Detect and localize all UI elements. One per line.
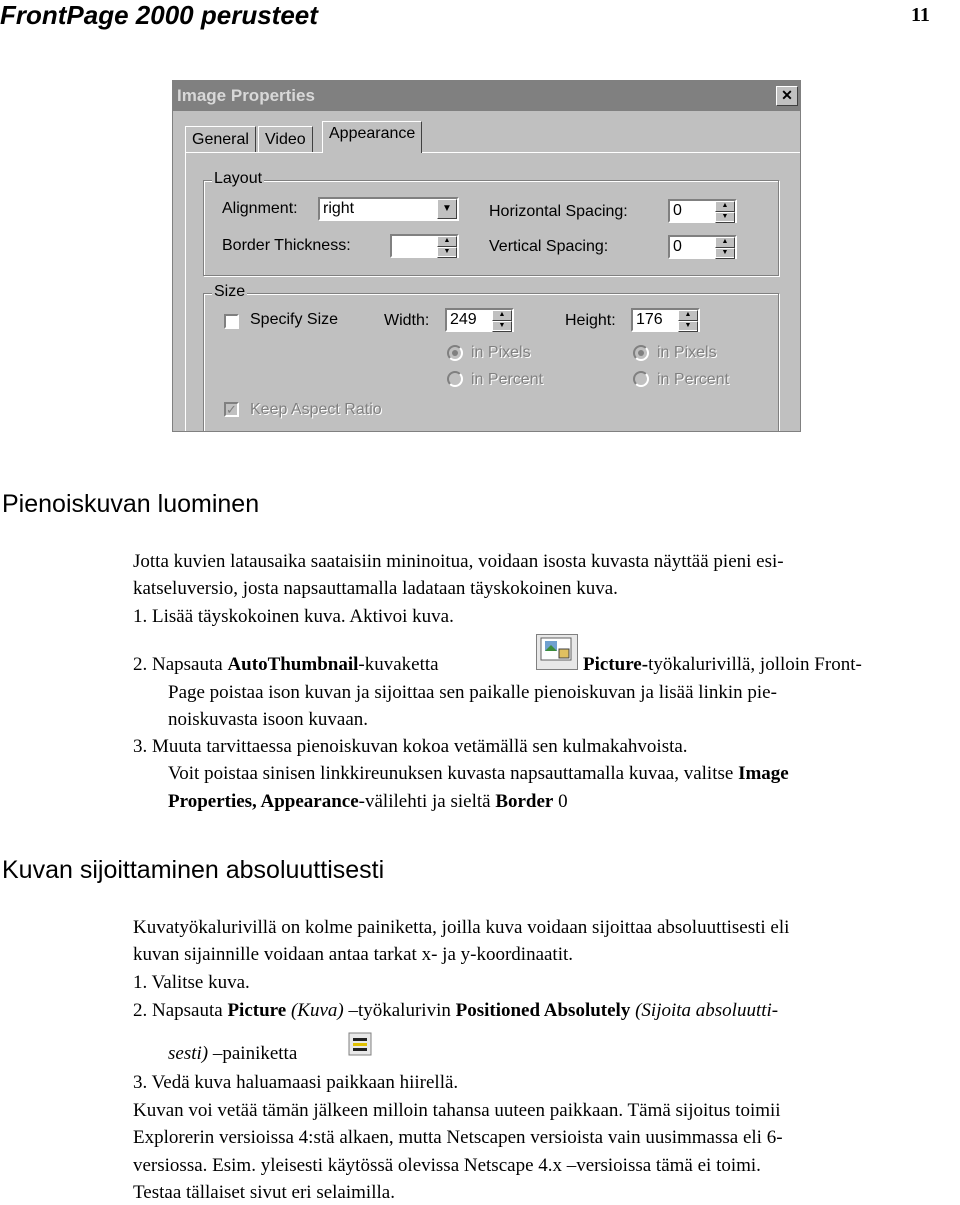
alignment-value: right (323, 200, 355, 217)
chevron-down-icon[interactable]: ▼ (437, 199, 457, 219)
height-pixels-label: in Pixels (657, 344, 717, 361)
specify-size-label: Specify Size (250, 311, 339, 328)
step-text: työkalurivillä, jolloin Front- (648, 654, 862, 675)
spinner-icon[interactable]: ▲ ▼ (715, 201, 735, 221)
autothumbnail-icon (536, 634, 578, 670)
border-thickness-input[interactable] (390, 234, 459, 258)
term-autothumbnail: AutoThumbnail (227, 654, 359, 675)
paragraph-line: versiossa. Esim. yleisesti käytössä olevissa Netscape 4.x –versioissa tämä ei toimi. (133, 1155, 761, 1176)
tab-appearance[interactable]: Appearance (322, 121, 422, 153)
width-input[interactable] (445, 308, 514, 332)
tab-general[interactable]: General (185, 126, 256, 153)
paragraph-line: kuvan sijainnille voidaan antaa tarkat x- ja y-koordinaatit. (133, 944, 574, 965)
layout-group (203, 170, 779, 276)
width-label: Width: (384, 312, 430, 329)
paragraph-line: Page poistaa ison kuvan ja sijoittaa sen paikalle pienoiskuvan ja lisää linkin pie- (168, 682, 777, 703)
term-positioned-absolutely: Positioned Absolutely (455, 1000, 631, 1021)
list-item: 3. Muuta tarvittaessa pienoiskuvan kokoa vetämällä sen kulmakahvoista. (133, 736, 688, 757)
vertical-spacing-value: 0 (673, 238, 682, 255)
term-appearance: Appearance (256, 791, 359, 812)
dialog-title: Image Properties (177, 86, 315, 105)
width-pixels-radio[interactable] (447, 345, 463, 361)
spinner-icon[interactable]: ▲ ▼ (715, 237, 735, 257)
spinner-icon[interactable]: ▲ ▼ (437, 236, 457, 256)
keep-aspect-label: Keep Aspect Ratio (250, 401, 382, 418)
term-picture: Picture- (583, 654, 649, 675)
paragraph-line (583, 653, 862, 677)
width-pixels-label: in Pixels (471, 344, 531, 361)
width-value: 249 (450, 311, 477, 328)
specify-size-checkbox[interactable] (224, 314, 239, 329)
page-number: 11 (911, 4, 930, 26)
image-properties-dialog (172, 80, 801, 432)
section-heading-absolute: Kuvan sijoittaminen absoluuttisesti (2, 856, 385, 884)
vertical-spacing-label: Vertical Spacing: (489, 238, 609, 255)
paragraph-line (168, 790, 568, 814)
step-prefix: 2. Napsauta (133, 1000, 228, 1021)
layout-legend: Layout (214, 170, 263, 187)
document-header: FrontPage 2000 perusteet (0, 0, 318, 30)
alignment-label: Alignment: (222, 200, 298, 217)
list-item: 3. Vedä kuva haluamaasi paikkaan hiirellä. (133, 1072, 459, 1093)
list-item: 1. Valitse kuva. (133, 972, 250, 993)
list-item (133, 999, 778, 1023)
height-percent-radio[interactable] (633, 371, 649, 387)
paragraph-line: katseluversio, josta napsauttamalla ladataan täyskokoinen kuva. (133, 578, 618, 599)
horizontal-spacing-input[interactable] (668, 199, 737, 223)
term-image: Image (738, 763, 789, 784)
list-item (133, 653, 439, 677)
height-label: Height: (565, 312, 616, 329)
dialog-title-bar (173, 81, 800, 111)
note-text: Voit poistaa sinisen linkkireunuksen kuvasta napsauttamalla kuvaa, valitse (168, 763, 739, 784)
term-sesti: sesti) (168, 1043, 209, 1064)
height-value: 176 (636, 311, 663, 328)
list-item: 1. Lisää täyskokoinen kuva. Aktivoi kuva. (133, 606, 454, 627)
step-prefix: 2. Napsauta (133, 654, 228, 675)
height-percent-label: in Percent (657, 371, 730, 388)
paragraph-line: Kuvatyökalurivillä on kolme painiketta, joilla kuva voidaan sijoittaa absoluuttisesti eli (133, 917, 790, 938)
spinner-icon[interactable]: ▲ ▼ (678, 310, 698, 330)
tab-video[interactable]: Video (258, 126, 313, 153)
keep-aspect-checkbox[interactable]: ✓ (224, 402, 239, 417)
alignment-select[interactable] (318, 197, 459, 221)
horizontal-spacing-label: Horizontal Spacing: (489, 203, 628, 220)
height-input[interactable] (631, 308, 700, 332)
section-heading-thumbnail: Pienoiskuvan luominen (2, 490, 260, 518)
paragraph-line: Jotta kuvien latausaika saataisiin mininoitua, voidaan isosta kuvasta näyttää pieni esi- (133, 551, 784, 572)
height-pixels-radio[interactable] (633, 345, 649, 361)
size-group (203, 283, 779, 432)
border-thickness-label: Border Thickness: (222, 237, 351, 254)
note-text: 0 (553, 791, 568, 812)
term-properties: Properties, (168, 791, 257, 812)
close-icon[interactable]: ✕ (776, 86, 798, 106)
step-text: –painiketta (208, 1043, 298, 1064)
paragraph-line (168, 1042, 297, 1066)
note-text: -välilehti ja sieltä (358, 791, 496, 812)
step-text: -kuvaketta (358, 654, 439, 675)
positioned-absolutely-icon (338, 1025, 382, 1065)
term-border: Border (495, 791, 554, 812)
vertical-spacing-input[interactable] (668, 235, 737, 259)
paragraph-line: Kuvan voi vetää tämän jälkeen milloin tahansa uuteen paikkaan. Tämä sijoitus toimii (133, 1100, 781, 1121)
horizontal-spacing-value: 0 (673, 202, 682, 219)
width-percent-label: in Percent (471, 371, 544, 388)
step-text: –työkalurivin (343, 1000, 456, 1021)
term-sijoita: (Sijoita absoluutti- (630, 1000, 779, 1021)
term-kuva: (Kuva) (286, 1000, 344, 1021)
size-legend: Size (214, 283, 246, 300)
paragraph-line (168, 762, 789, 786)
paragraph-line: Testaa tällaiset sivut eri selaimilla. (133, 1182, 395, 1203)
term-picture: Picture (227, 1000, 287, 1021)
spinner-icon[interactable]: ▲ ▼ (492, 310, 512, 330)
paragraph-line: Explorerin versioissa 4:stä alkaen, mutta Netscapen versioista vain uusimmassa eli 6- (133, 1127, 783, 1148)
paragraph-line: noiskuvasta isoon kuvaan. (168, 709, 369, 730)
width-percent-radio[interactable] (447, 371, 463, 387)
